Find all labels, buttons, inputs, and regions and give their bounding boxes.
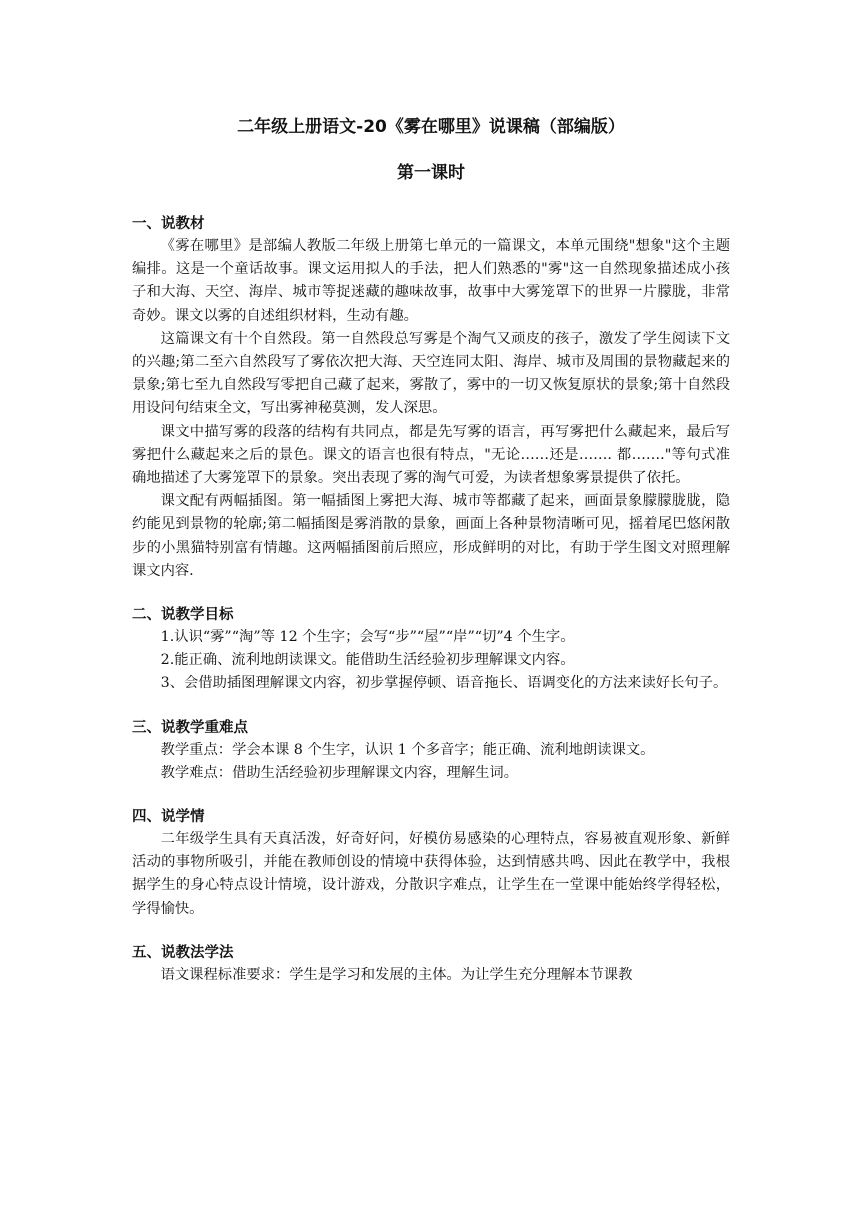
paragraph: 课文配有两幅插图。第一幅插图上雾把大海、城市等都藏了起来，画面景象朦朦胧胧，隐约能见到景物的轮廓;第二幅插图是雾消散的景象，画面上各种景物清晰可见，摇着尾巴悠闲散步的小黑猫特别富有情趣。这两幅插图前后照应，形成鲜明的对比，有助于学生图文对照理解课文内容. bbox=[132, 493, 730, 579]
section-heading: 四、说学情 bbox=[132, 809, 205, 826]
paragraph: 《雾在哪里》是部编人教版二年级上册第七单元的一篇课文，本单元围绕"想象"这个主题编排。这是一个童话故事。课文运用拟人的手法，把人们熟悉的"雾"这一自然现象描述成小孩子和大海、天空、海岸、城市等捉迷藏的趣味故事，故事中大雾笼罩下的世界一片朦胧，非常奇妙。课文以雾的自述组织材料，生动有趣。 bbox=[132, 238, 730, 324]
paragraph: 1.认识“雾”“淘”等 12 个生字；会写“步”“屋”“岸”“切”4 个生字。 bbox=[160, 629, 575, 646]
paragraph: 课文中描写雾的段落的结构有共同点，都是先写雾的语言，再写雾把什么藏起来，最后写雾把什么藏起来之后的景色。课文的语言也很有特点，"无论……还是……. 都……."等句式准确地描述了大雾笼罩下的景象。突出表现了雾的淘气可爱，为读者想象雾景提供了依托。 bbox=[132, 423, 730, 487]
section-heading: 五、说教法学法 bbox=[132, 944, 234, 961]
paragraph: 语文课程标准要求：学生是学习和发展的主体。为让学生充分理解本节课教 bbox=[160, 966, 633, 983]
section-heading: 三、说教学重难点 bbox=[132, 719, 248, 736]
section-heading: 二、说教学目标 bbox=[132, 607, 234, 624]
paragraph: 2.能正确、流利地朗读课文。能借助生活经验初步理解课文内容。 bbox=[160, 652, 575, 669]
section-teaching-goals bbox=[132, 605, 730, 696]
document-title: 二年级上册语文-20《雾在哪里》说课稿（部编版） bbox=[237, 117, 625, 137]
section-key-points bbox=[132, 718, 730, 785]
section-heading: 一、说教材 bbox=[132, 216, 205, 232]
paragraph: 二年级学生具有天真活泼，好奇好问，好模仿易感染的心理特点，容易被直观形象、新鲜活动的事物所吸引，并能在教师创设的情境中获得体验，达到情感共鸣、因此在教学中，我根据学生的身心特点设计情境，设计游戏，分散识字难点，让学生在一堂课中能始终学得轻松，学得愉快。 bbox=[132, 831, 730, 917]
paragraph: 教学重点：学会本课 8 个生字，认识 1 个多音字；能正确、流利地朗读课文。 bbox=[160, 741, 655, 758]
section-students bbox=[132, 807, 730, 921]
document-subtitle: 第一课时 bbox=[397, 163, 465, 183]
section-textbook bbox=[132, 214, 730, 583]
paragraph: 这篇课文有十个自然段。第一自然段总写雾是个淘气又顽皮的孩子，激发了学生阅读下文的兴趣;第二至六自然段写了雾依次把大海、天空连同太阳、海岸、城市及周围的景物藏起来的景象;第七至九自然段写零把自己藏了起来，雾散了，雾中的一切又恢复原状的景象;第十自然段用设问句结束全文，写出雾神秘莫测，发人深思。 bbox=[132, 330, 730, 417]
document-page bbox=[132, 112, 730, 987]
section-methods bbox=[132, 943, 730, 987]
paragraph: 教学难点：借助生活经验初步理解课文内容，理解生词。 bbox=[160, 764, 519, 781]
paragraph: 3、会借助插图理解课文内容，初步掌握停顿、语音拖长、语调变化的方法来读好长句子。 bbox=[160, 675, 728, 692]
